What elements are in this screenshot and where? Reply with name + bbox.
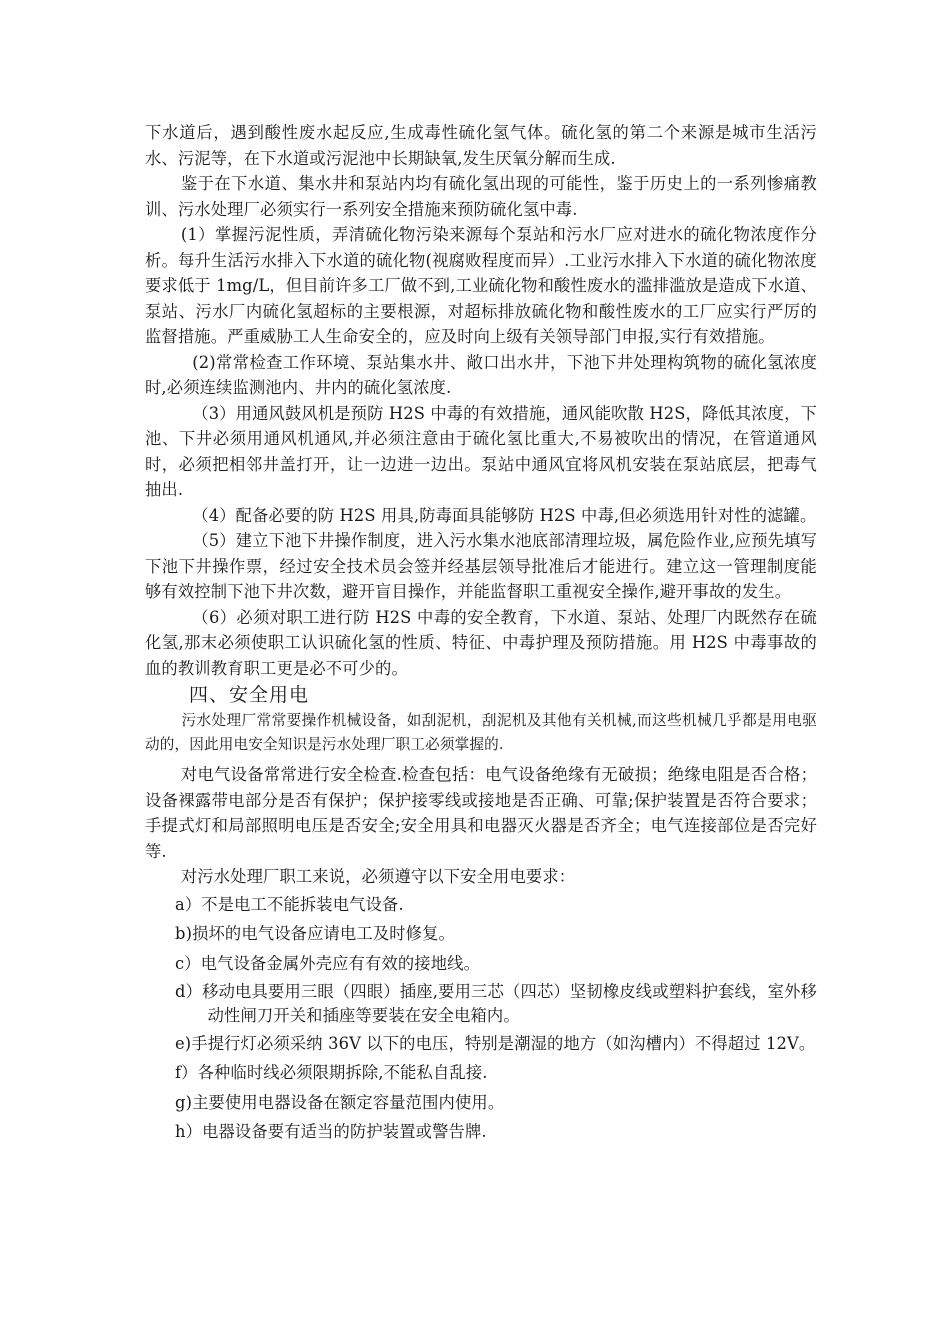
- list-item: h）电器设备要有适当的防护装置或警告牌.: [175, 1122, 487, 1141]
- list-item: b)损坏的电气设备应请电工及时修复。: [175, 924, 455, 943]
- list-item: c）电气设备金属外壳应有有效的接地线。: [175, 953, 481, 973]
- requirements-list: [145, 892, 817, 1145]
- paragraph-safety-measures-intro: 鉴于在下水道、集水井和泵站内均有硫化氢出现的可能性，鉴于历史上的一系列惨痛教训、污水处理厂必须实行一系列安全措施来预防硫化氢中毒.: [145, 174, 817, 219]
- paragraph-hydrogen-sulfide-source: 下水道后，遇到酸性废水起反应,生成毒性硫化氢气体。硫化氢的第二个来源是城市生活污水、污泥等，在下水道或污泥池中长期缺氧,发生厌氧分解而生成.: [145, 123, 817, 168]
- paragraph-measure-4: （4）配备必要的防 H2S 用具,防毒面具能够防 H2S 中毒,但必须选用针对性的滤罐。: [192, 505, 817, 525]
- list-item: g)主要使用电器设备在额定容量范围内使用。: [175, 1092, 505, 1112]
- paragraph-electrical-check: 对电气设备常常进行安全检查.检查包括：电气设备绝缘有无破损；绝缘电阻是否合格；设备裸露带电部分是否有保护；保护接零线或接地是否正确、可靠;保护装置是否符合要求；手提式灯和局部照明电压是否安全;安全用具和电器灭火器是否齐全；电气连接部位是否完好等.: [145, 765, 817, 861]
- paragraph-measure-2: (2)常常检查工作环境、泵站集水井、敞口出水井，下池下井处理构筑物的硫化氢浓度时,必须连续监测池内、井内的硫化氢浓度.: [145, 352, 817, 397]
- list-item: a）不是电工不能拆装电气设备.: [175, 894, 404, 914]
- list-item: d）移动电具要用三眼（四眼）插座,要用三芯（四芯）坚韧橡皮线或塑料护套线，室外移动性闸刀开关和插座等要装在安全电箱内。: [175, 982, 817, 1025]
- document-body: [145, 120, 817, 1149]
- list-item: e)手提行灯必须采纳 36V 以下的电压，特别是潮湿的地方（如沟槽内）不得超过 12V。: [175, 1034, 816, 1053]
- paragraph-measure-5: （5）建立下池下井操作制度，进入污水集水池底部清理垃圾，属危险作业,应预先填写下池下井操作票，经过安全技术员会签并经基层领导批准后才能进行。建立这一管理制度能够有效控制下池下井次数，避开盲目操作，并能监督职工重视安全操作,避开事故的发生。: [145, 531, 817, 601]
- paragraph-measure-1: (1）掌握污泥性质，弄清硫化物污染来源每个泵站和污水厂应对进水的硫化物浓度作分析。每升生活污水排入下水道的硫化物(视腐败程度而异）.工业污水排入下水道的硫化物浓度要求低于 1mg/L，但目前许多工厂做不到,工业硫化物和酸性废水的滥排滥放是造成下水道、泵站、污水厂内硫化氢超标的主要根源，对超标排放硫化物和酸性废水的工厂应实行严厉的监督措施。严重威胁工人生命安全的，应及时向上级有关领导部门申报,实行有效措施。: [145, 225, 817, 346]
- section-heading-electrical-safety: 四、安全用电: [189, 684, 310, 706]
- paragraph-measure-6: （6）必须对职工进行防 H2S 中毒的安全教育，下水道、泵站、处理厂内既然存在硫化氢,那末必须使职工认识硫化氢的性质、特征、中毒护理及预防措施。用 H2S 中毒事故的血的教训教育职工更是必不可少的。: [145, 607, 817, 678]
- list-item: f）各种临时线必须限期拆除,不能私自乱接.: [175, 1063, 488, 1082]
- paragraph-electrical-intro: 污水处理厂常常要操作机械设备，如刮泥机，刮泥机及其他有关机械,而这些机械几乎都是用电驱动的，因此用电安全知识是污水处理厂职工必须掌握的.: [145, 712, 817, 753]
- paragraph-requirements-intro: 对污水处理厂职工来说，必须遵守以下安全用电要求：: [180, 867, 576, 886]
- paragraph-measure-3: （3）用通风鼓风机是预防 H2S 中毒的有效措施，通风能吹散 H2S，降低其浓度，下池、下井必须用通风机通风,并必须注意由于硫化氢比重大,不易被吹出的情况，在管道通风时，必须把相邻井盖打开，让一边进一边出。泵站中通风宜将风机安装在泵站底层，把毒气抽出.: [145, 403, 817, 499]
